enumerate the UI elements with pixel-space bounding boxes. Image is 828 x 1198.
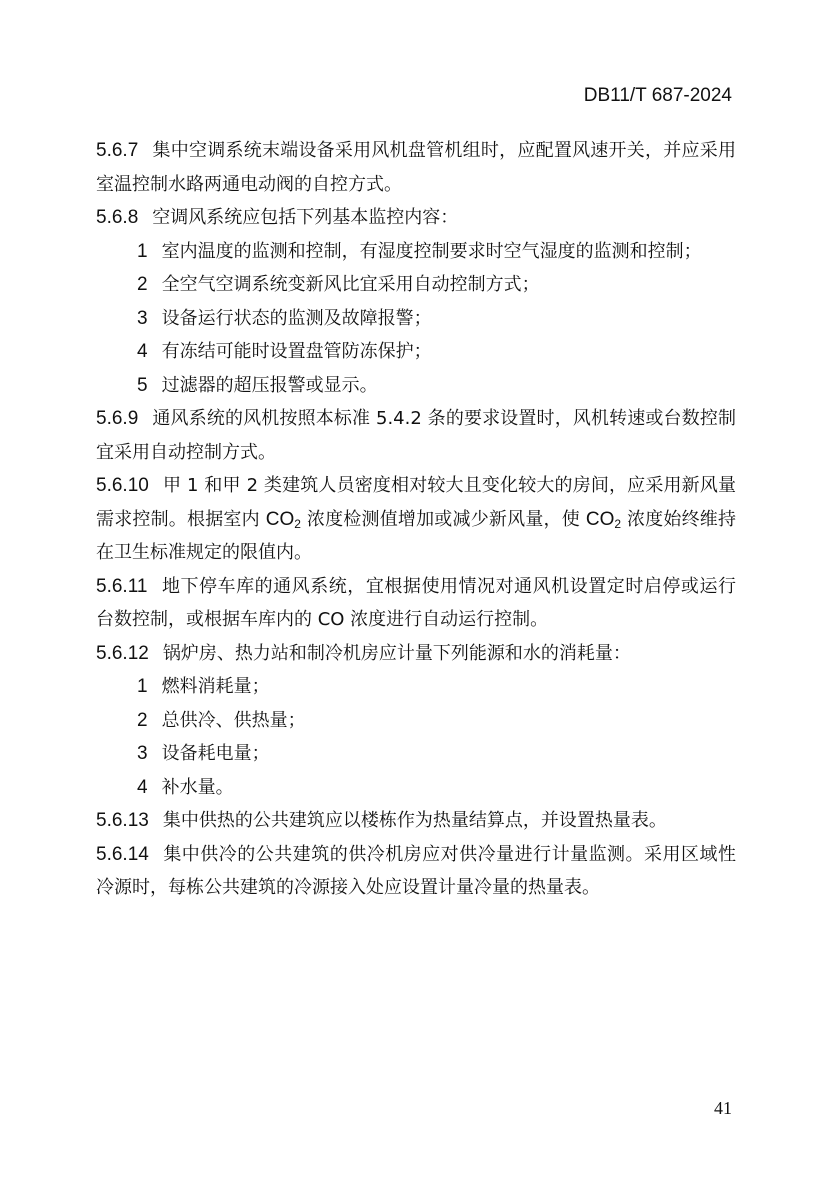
clause-number: 5.6.12 xyxy=(96,642,149,664)
page-number: 41 xyxy=(714,1098,732,1118)
co2-formula xyxy=(266,509,301,530)
clause-text: 锅炉房、热力站和制冷机房应计量下列能源和水的消耗量： xyxy=(162,642,631,664)
item-text: 燃料消耗量； xyxy=(161,676,270,697)
item-text: 设备运行状态的监测及故障报警； xyxy=(161,307,432,329)
document-body xyxy=(96,134,736,905)
clause-5-6-9 xyxy=(96,402,736,469)
item-text: 有冻结可能时设置盘管防冻保护； xyxy=(161,341,432,362)
item-number: 1 xyxy=(137,676,148,697)
list-item xyxy=(96,335,736,369)
formula-base: CO xyxy=(585,508,615,530)
list-item xyxy=(96,737,736,771)
clause-5-6-12 xyxy=(96,637,736,671)
clause-number: 5.6.7 xyxy=(96,140,139,161)
clause-text: 集中空调系统末端设备采用风机盘管机组时，应配置风速开关，并应采用室温控制水路两通电动阀的自控方式。 xyxy=(96,140,736,195)
list-item xyxy=(96,268,736,302)
co2-formula xyxy=(586,509,621,530)
clause-text: 通风系统的风机按照本标准 5.4.2 条的要求设置时，风机转速或台数控制宜采用自动控制方式。 xyxy=(96,408,736,463)
item-text: 设备耗电量； xyxy=(161,743,270,764)
clause-text: 空调风系统应包括下列基本监控内容： xyxy=(152,207,459,228)
clause-5-6-14 xyxy=(96,838,736,905)
list-item xyxy=(96,302,736,336)
item-number: 1 xyxy=(137,240,148,262)
list-item xyxy=(96,235,736,269)
item-number: 3 xyxy=(137,307,148,329)
list-item xyxy=(96,369,736,403)
item-number: 5 xyxy=(137,374,148,396)
clause-number: 5.6.10 xyxy=(96,475,149,496)
formula-subscript: 2 xyxy=(294,516,301,531)
clause-text: 地下停车库的通风系统，宜根据使用情况对通风机设置定时启停或运行台数控制，或根据车库内的 CO 浓度进行自动运行控制。 xyxy=(96,575,736,630)
clause-text: 甲 1 和甲 2 类建筑人员密度相对较大且变化较大的房间，应采用新风量需求控制。根据室内 xyxy=(96,475,736,530)
list-item xyxy=(96,704,736,738)
item-number: 3 xyxy=(137,743,148,764)
clause-text: 浓度始终维持在卫生标准规定的限值内。 xyxy=(96,508,736,563)
item-text: 总供冷、供热量； xyxy=(161,709,306,731)
item-number: 4 xyxy=(137,341,148,362)
item-text: 补水量。 xyxy=(161,776,234,798)
clause-number: 5.6.9 xyxy=(96,408,139,429)
list-item xyxy=(96,771,736,805)
clause-text: 集中供冷的公共建筑的供冷机房应对供冷量进行计量监测。采用区域性冷源时，每栋公共建筑的冷源接入处应设置计量冷量的热量表。 xyxy=(96,843,736,898)
item-number: 4 xyxy=(137,776,148,798)
clause-text: 浓度检测值增加或减少新风量，使 xyxy=(300,508,586,530)
item-text: 室内温度的监测和控制，有湿度控制要求时空气湿度的监测和控制； xyxy=(161,240,702,262)
clause-number: 5.6.11 xyxy=(96,575,148,597)
item-text: 过滤器的超压报警或显示。 xyxy=(161,374,378,396)
formula-subscript: 2 xyxy=(614,516,622,531)
list-item xyxy=(96,670,736,704)
clause-number: 5.6.8 xyxy=(96,207,139,228)
clause-text: 集中供热的公共建筑应以楼栋作为热量结算点，并设置热量表。 xyxy=(162,810,667,831)
document-code: DB11/T 687-2024 xyxy=(583,85,732,106)
clause-5-6-10 xyxy=(96,469,736,570)
item-number: 2 xyxy=(137,709,148,731)
clause-5-6-11 xyxy=(96,570,736,637)
clause-5-6-13 xyxy=(96,804,736,838)
clause-number: 5.6.13 xyxy=(96,810,149,831)
item-text: 全空气空调系统变新风比宜采用自动控制方式； xyxy=(161,274,540,295)
clause-number: 5.6.14 xyxy=(96,843,149,865)
clause-5-6-8 xyxy=(96,201,736,235)
item-number: 2 xyxy=(137,274,148,295)
formula-base: CO xyxy=(265,508,295,530)
clause-5-6-7 xyxy=(96,134,736,201)
